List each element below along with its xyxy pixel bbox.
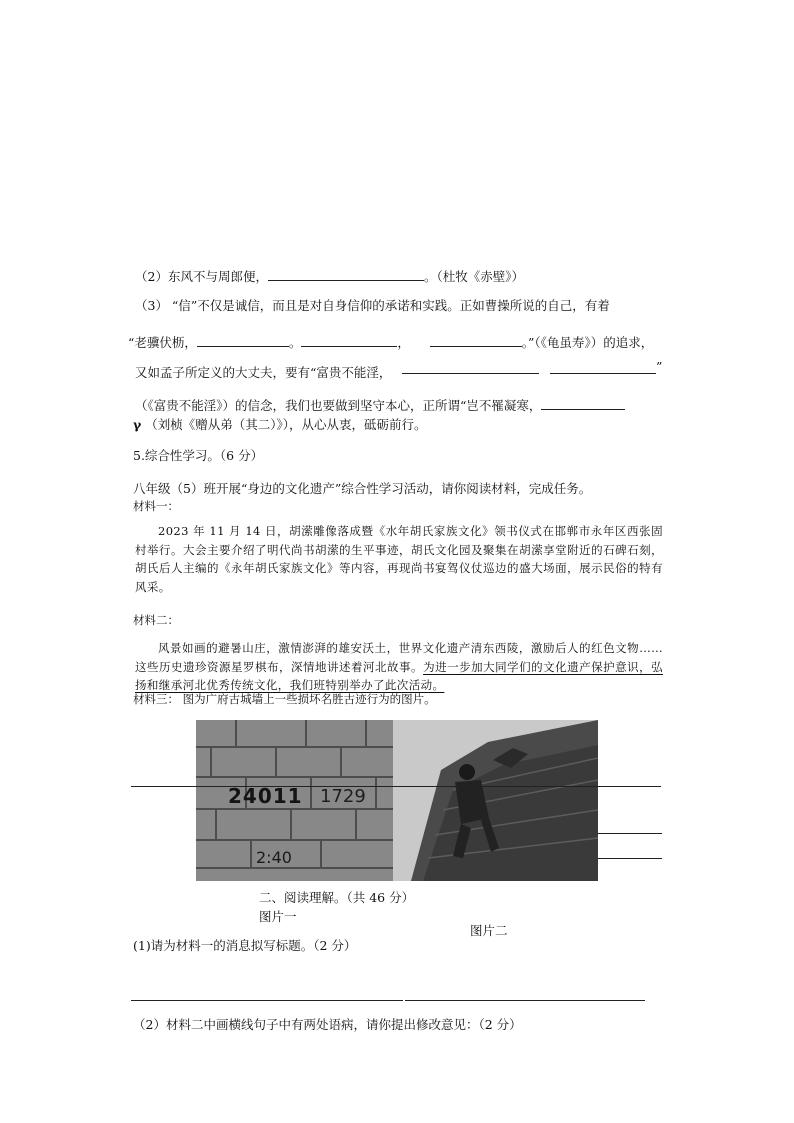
question-2-line bbox=[135, 268, 524, 285]
question-2-prefix: （2）东风不与周郎便， bbox=[135, 269, 268, 284]
punct: 。 bbox=[288, 335, 302, 350]
material-1-paragraph: 2023 年 11 月 14 日，胡潆雕像落成暨《水年胡氏家族文化》领书仪式在邯郸市永年区西张固村举行。大会主要介绍了明代尚书胡潆的生平事迹，胡氏文化园及聚集在胡潆享堂附近的石碑石刻，胡氏后人主编的《永年胡氏家族文化》等内容，再现尚书宴驾仪仗巡边的盛大场面，展示民俗的特有风采。 bbox=[135, 524, 663, 594]
answer-blank[interactable] bbox=[550, 373, 656, 374]
answer-line[interactable] bbox=[405, 1000, 645, 1001]
answer-blank[interactable] bbox=[402, 373, 539, 374]
material-3-label: 材料三： 图为广府古城墙上一些损坏名胜古迹行为的图片。 bbox=[133, 692, 436, 706]
line-4-text: （《富贵不能淫》）的信念，我们也要做到坚守本心，正所谓“岂不罹凝寒， bbox=[135, 398, 542, 413]
question-3-line-3: 又如孟子所定义的大丈夫，要有“富贵不能淫， bbox=[135, 365, 392, 380]
material-1-text bbox=[135, 522, 663, 596]
graffiti-text-2: 1729 bbox=[320, 786, 366, 807]
question-3-line-4 bbox=[135, 397, 625, 414]
answer-line[interactable] bbox=[598, 858, 662, 859]
answer-blank[interactable] bbox=[301, 334, 397, 347]
answer-line[interactable] bbox=[131, 1000, 403, 1001]
material-2-underlined-sentence: 为进一步加大同学们的文化遗产保护意识，弘扬和继承河北优秀传统文化，我们班特别举办了此次活动。 bbox=[135, 659, 664, 692]
material-2-text bbox=[135, 639, 663, 695]
caption-photo-2: 图片二 bbox=[470, 923, 508, 938]
punct: ， bbox=[397, 335, 410, 350]
material-2-label: 材料二： bbox=[133, 613, 179, 627]
question-2-suffix: 。（杜牧《赤壁》） bbox=[423, 269, 524, 284]
graffiti-text-3: 2:40 bbox=[256, 848, 292, 867]
quote-mark: ” bbox=[656, 359, 663, 374]
section-5-title: 5.综合性学习。（6 分） bbox=[133, 448, 264, 463]
part-2-heading: 二、阅读理解。（共 46 分） bbox=[259, 890, 415, 905]
question-3-line-1: （3） “信”不仅是诚信，而且是对自身信仰的承诺和实践。正如曹操所说的自己，有着 bbox=[135, 298, 610, 313]
answer-line[interactable] bbox=[598, 833, 662, 834]
stray-mark: γ bbox=[133, 417, 142, 432]
answer-blank[interactable] bbox=[541, 397, 625, 410]
question-3-line-2 bbox=[128, 334, 653, 351]
question-1: (1)请为材料一的消息拟写标题。（2 分） bbox=[133, 938, 357, 953]
question-3-line-5 bbox=[133, 417, 427, 433]
climber-wall-graphic bbox=[393, 720, 598, 881]
answer-blank[interactable] bbox=[197, 334, 289, 347]
section-5-intro: 八年级（5）班开展“身边的文化遗产”综合性学习活动，请你阅读材料，完成任务。 bbox=[133, 481, 592, 496]
quote-end: 。”（《龟虽寿》）的追求， bbox=[521, 335, 654, 350]
caption-photo-1: 图片一 bbox=[259, 909, 297, 924]
answer-blank[interactable] bbox=[430, 334, 522, 347]
photo-1-graffiti-wall bbox=[196, 720, 393, 881]
question-2: （2）材料二中画横线句子中有两处语病，请你提出修改意见：（2 分） bbox=[133, 1017, 522, 1032]
material-1-label: 材料一： bbox=[133, 499, 179, 513]
line-5-text: （刘桢《赠从弟（其二）》），从心从衷，砥砺前行。 bbox=[145, 417, 427, 432]
answer-blank[interactable] bbox=[268, 268, 424, 281]
answer-line[interactable] bbox=[131, 786, 661, 787]
quote-start: “老骥伏枥， bbox=[128, 335, 197, 350]
material-2-paragraph bbox=[135, 639, 663, 695]
material-2-plain: 风景如画的避暑山庄，激情澎湃的雄安沃土，世界文化遗产清东西陵，激励后人的红色文物……这些历史遗珍资源星罗棋布，深情地讲述着河北故事。 bbox=[135, 641, 663, 674]
photo-2-climbing-wall bbox=[393, 720, 598, 881]
graffiti-text-1: 24011 bbox=[228, 784, 303, 808]
